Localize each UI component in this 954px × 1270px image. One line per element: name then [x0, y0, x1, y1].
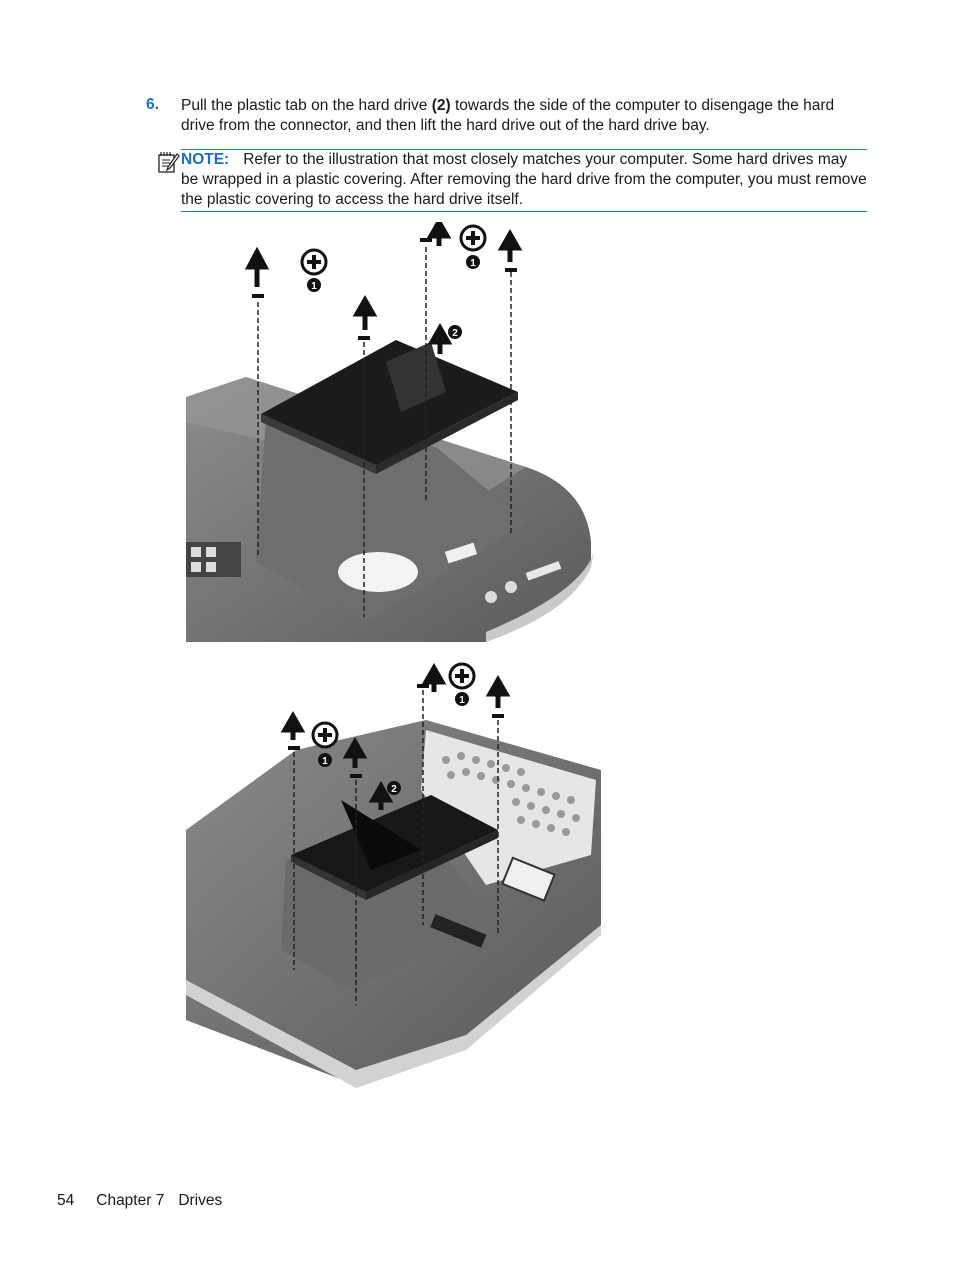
callout-1: 1 [311, 281, 317, 292]
step-number: 6. [146, 96, 159, 113]
callout-1: 1 [470, 258, 476, 269]
step-callout-ref: (2) [431, 97, 451, 114]
callout-2: 2 [452, 328, 458, 339]
note-box [181, 149, 867, 212]
page-number: 54 [57, 1192, 75, 1209]
note-label: NOTE: [181, 151, 230, 168]
callout-2: 2 [391, 784, 397, 795]
step-text-after: towards the side of the computer to disengage the hard drive from the connector, and then lift the hard drive out of the hard drive bay. [181, 97, 835, 134]
section-label: Drives [178, 1192, 223, 1209]
chapter-label: Chapter 7 [96, 1192, 165, 1209]
step-instruction [181, 96, 871, 136]
callout-1: 1 [322, 756, 328, 767]
hard-drive-removal-illustration-1 [186, 222, 606, 647]
hard-drive-removal-illustration-2 [186, 660, 606, 1088]
page-footer [57, 1192, 244, 1210]
step-text-before: Pull the plastic tab on the hard drive [181, 97, 432, 114]
phillips-screwdriver-icon [302, 226, 485, 274]
note-pad-icon [157, 150, 181, 174]
callout-1: 1 [459, 695, 465, 706]
note-text: Refer to the illustration that most closely matches your computer. Some hard drives may be wrapped in a plastic covering. After removing the hard drive from the computer, you must remove the plastic covering to access the hard drive itself. [181, 151, 867, 208]
